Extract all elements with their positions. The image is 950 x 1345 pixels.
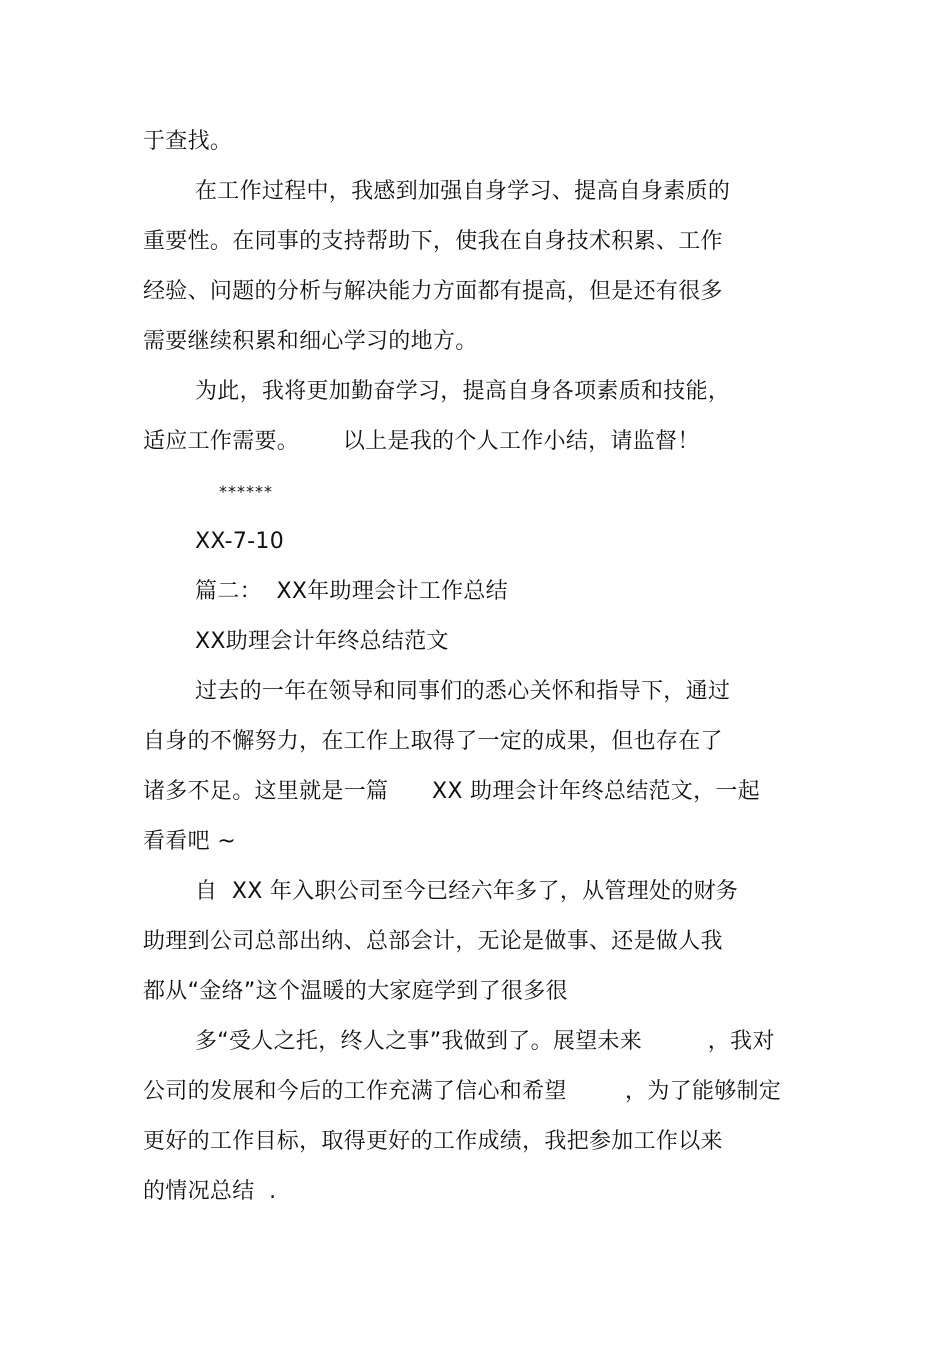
paragraph-line: 重要性。在同事的支持帮助下，使我在自身技术积累、工作 — [143, 229, 723, 254]
paragraph-line: 自 XX 年入职公司至今已经六年多了，从管理处的财务 — [195, 879, 739, 904]
paragraph-line: 多“受人之托，终人之事”我做到了。展望未来 ，我对 — [195, 1029, 775, 1054]
paragraph-line: 过去的一年在领导和同事们的悉心关怀和指导下，通过 — [195, 679, 731, 704]
paragraph-line: 需要继续积累和细心学习的地方。 — [143, 329, 478, 354]
paragraph-line: 公司的发展和今后的工作充满了信心和希望 ，为了能够制定 — [143, 1079, 782, 1104]
paragraph-line: 都从“金络”这个温暖的大家庭学到了很多很 — [143, 979, 568, 1004]
paragraph-line: 更好的工作目标，取得更好的工作成绩，我把参加工作以来 — [143, 1129, 723, 1154]
paragraph-line: 自身的不懈努力，在工作上取得了一定的成果，但也存在了 — [143, 729, 723, 754]
subtitle: XX助理会计年终总结范文 — [195, 629, 449, 654]
signature-stars: ****** — [219, 482, 273, 501]
date-line: XX-7-10 — [195, 529, 285, 554]
section-title: 篇二： XX年助理会计工作总结 — [195, 579, 508, 604]
paragraph-line: 的情况总结 . — [143, 1179, 277, 1204]
paragraph-line: 看看吧 ~ — [143, 829, 236, 854]
paragraph-line: 在工作过程中，我感到加强自身学习、提高自身素质的 — [195, 179, 731, 204]
paragraph-line: 适应工作需要。 以上是我的个人工作小结，请监督！ — [143, 429, 700, 454]
paragraph-line: 助理到公司总部出纳、总部会计，无论是做事、还是做人我 — [143, 929, 723, 954]
paragraph-line: 经验、问题的分析与解决能力方面都有提高，但是还有很多 — [143, 279, 723, 304]
paragraph-line: 为此，我将更加勤奋学习，提高自身各项素质和技能， — [195, 379, 731, 404]
text-line: 于查找。 — [143, 129, 233, 154]
paragraph-line: 诸多不足。这里就是一篇 XX 助理会计年终总结范文，一起 — [143, 779, 760, 804]
